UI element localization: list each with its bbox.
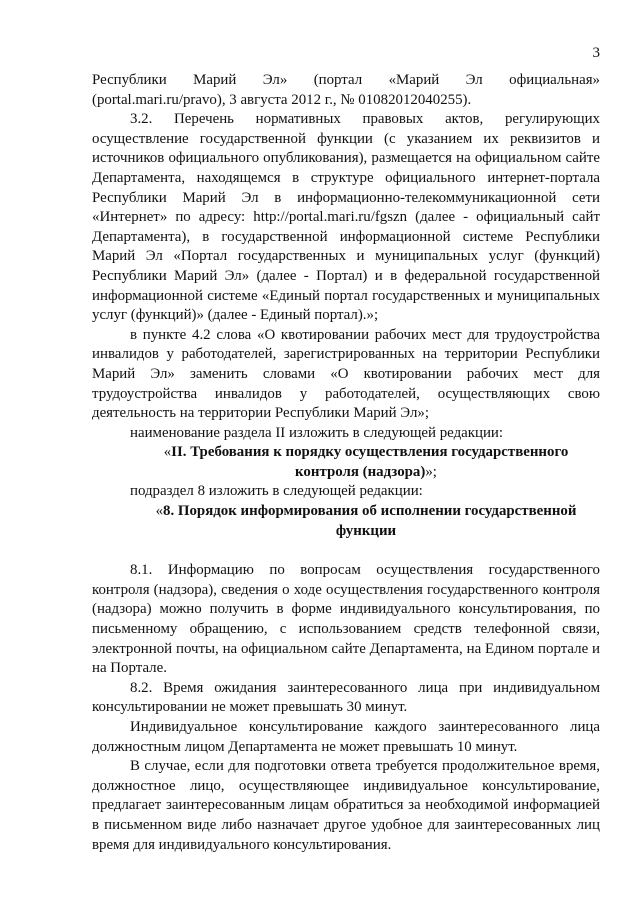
heading-close-quote: »; bbox=[425, 463, 437, 480]
subsection-8-title: 8. Порядок информирования об исполнении государственной функции bbox=[163, 503, 577, 539]
heading-open-quote: « bbox=[163, 444, 172, 461]
paragraph-section-intro: наименование раздела II изложить в следующей редакции: bbox=[130, 424, 504, 441]
paragraph-continuation: Республики Марий Эл» (портал «Марий Эл официальная» (portal.mari.ru/pravo), 3 августа 2012 г., № 01082012040255). bbox=[92, 72, 600, 108]
paragraph-8-1: 8.1. Информацию по вопросам осуществления государственного контроля (надзора), сведения о ходе осуществления государственного контроля (надзора) можно получить в форме индивидуального консультирования, по письменному обращению, с использованием средств телефонной связи, электронной почты, на официальном сайте Департамента, на Едином портале и на Портале. bbox=[92, 562, 600, 677]
paragraph-3-2: 3.2. Перечень нормативных правовых актов, регулирующих осуществление государственной функции (с указанием их реквизитов и источников официального опубликования), размещается на официальном сайте Департамента, находящемся в структуре официального интернет-портала Республики Марий Эл в информационно-телекоммуникационной сети «Интернет» по адресу: http://portal.mari.ru/fgszn (далее - официальный сайт Департамента), в государственной информационной системе Республики Марий Эл «Портал государственных и муниципальных услуг (функций) Республики Марий Эл» (далее - Портал) и в федеральной государственной информационной системе «Единый портал государственных и муниципальных услуг (функций)» (далее - Единый портал).»; bbox=[92, 111, 600, 324]
document-body bbox=[92, 71, 600, 855]
paragraph-long-answer: В случае, если для подготовки ответа требуется продолжительное время, должностное лицо, осуществляющее индивидуальное консультирование, предлагает заинтересованным лицам обратиться за необходимой информацией в письменном виде либо назначает другое удобное для заинтересованных лиц время для индивидуального консультирования. bbox=[92, 758, 600, 853]
heading-open-quote: « bbox=[155, 503, 164, 520]
paragraph-4-2-amendment: в пункте 4.2 слова «О квотировании рабочих мест для трудоустройства инвалидов у работодателей, зарегистрированных на территории Республики Марий Эл» заменить словами «О квотировании рабочих мест для трудоустройства инвалидов у работодателей, осуществляющих свою деятельность на территории Республики Марий Эл»; bbox=[92, 326, 600, 422]
subsection-8-heading bbox=[92, 502, 600, 541]
section-ii-heading bbox=[92, 443, 600, 482]
paragraph-subsection-intro: подраздел 8 изложить в следующей редакции: bbox=[130, 483, 423, 500]
page-number: 3 bbox=[592, 45, 600, 61]
spacer bbox=[92, 541, 600, 561]
paragraph-8-2: 8.2. Время ожидания заинтересованного лица при индивидуальном консультировании не может превышать 30 минут. bbox=[92, 679, 600, 716]
section-ii-title: II. Требования к порядку осуществления государственного контроля (надзора) bbox=[171, 444, 569, 480]
paragraph-individual-consult: Индивидуальное консультирование каждого заинтересованного лица должностным лицом Департамента не может превышать 10 минут. bbox=[92, 719, 600, 755]
